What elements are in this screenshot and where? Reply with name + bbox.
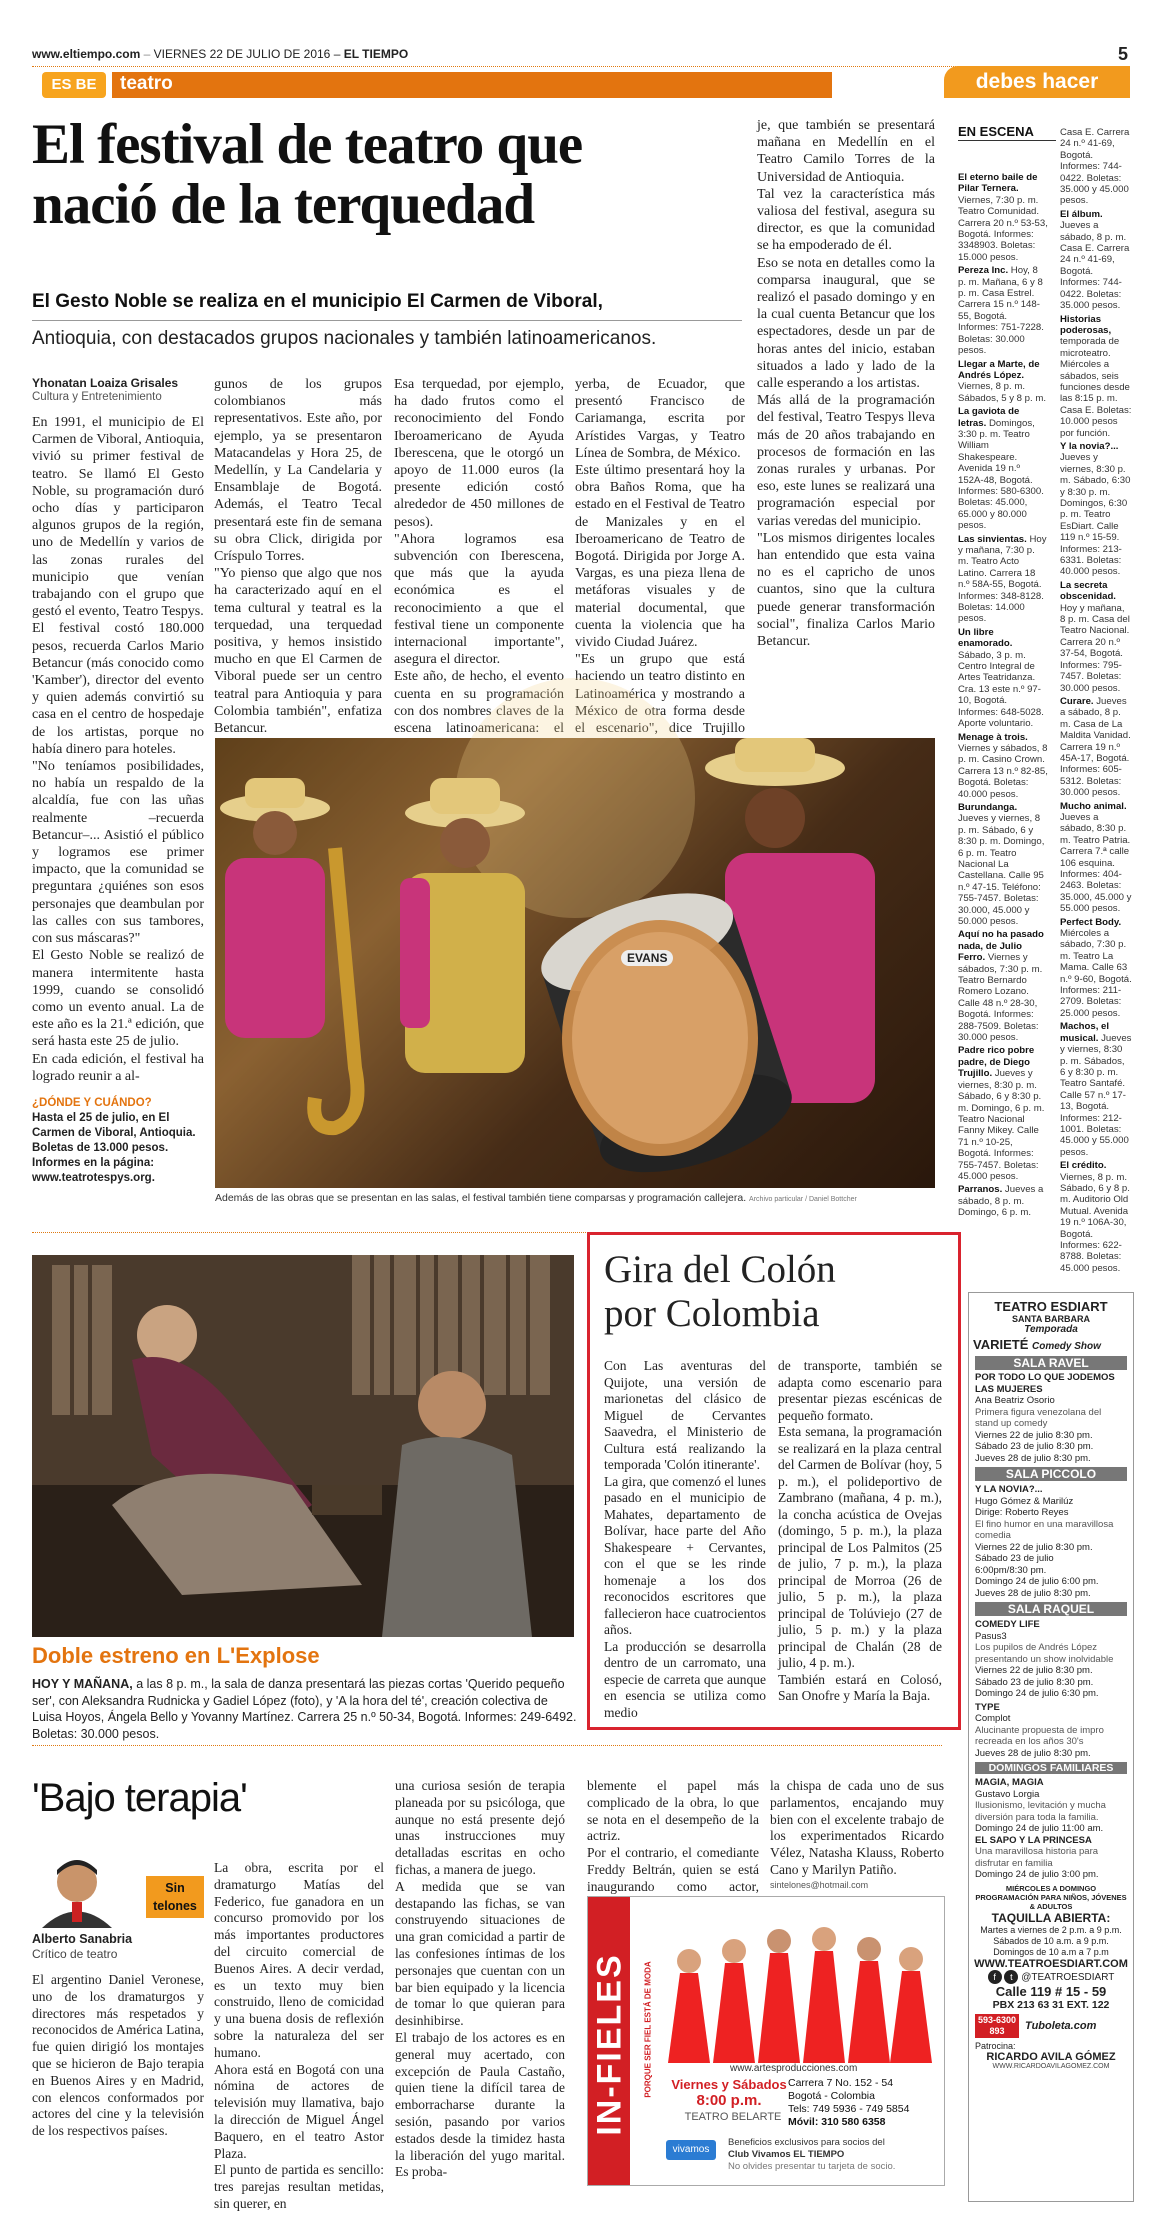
escena-listing-body: Jueves a sábado, 8 p. m. Casa de La Maldita Vanidad. Carrera 19 n.º 45A-17, Bogotá. Informes: 605-5312. Boletas: 30.000 pesos.: [1060, 695, 1131, 799]
escena-listing-body: Viernes, 8 p. m. Sábado, 6 y 8 p. m. Auditorio Old Mutual. Avenida 19 n.º 106A-30, Bogotá. Informes: 622-8788. Boletas: 45.000 pesos.: [1060, 1171, 1130, 1274]
escena-listing-body: Domingos, 3:30 p. m. Teatro William Shakespeare. Avenida 19 n.º 152A-48, Bogotá. Informes: 580-6300. Boletas: 45.000, 65.000 y 80.000 pesos.: [958, 417, 1044, 532]
escena-listing-title: Menage à trois.: [958, 731, 1028, 743]
infieles-tagline: PORQUE SER FIEL ESTÁ DE MODA: [643, 1961, 653, 2098]
escena-listing: [1060, 917, 1132, 1020]
critic-email[interactable]: sintelones@hotmail.com: [770, 1880, 869, 1890]
escena-listing: [1060, 127, 1132, 207]
escena-listing: [958, 265, 1048, 356]
escena-listing: [1060, 441, 1132, 578]
escena-listing-title: La secreta obscenidad.: [1060, 579, 1116, 603]
esdiart-sub: SANTA BARBARA: [1012, 1314, 1090, 1324]
escena-listing-title: El álbum.: [1060, 208, 1103, 220]
comedy-label: Comedy Show: [1032, 1341, 1101, 1352]
critic-role: Crítico de teatro: [32, 1947, 118, 1961]
headline: El festival de teatro que nació de la terquedad: [32, 113, 583, 236]
escena-listing-body: Sábado, 3 p. m. Centro Integral de Artes Teatridanza. Cra. 13 este n.º 97-10, Bogotá. Informes: 648-5028. Aporte voluntario.: [958, 649, 1044, 730]
club-note: Beneficios exclusivos para socios del Club Vivamos EL TIEMPO No olvides presentar tu tarjeta de socio.: [728, 2137, 896, 2172]
escena-listing: [958, 172, 1048, 263]
escena-listing-title: Historias poderosas,: [1060, 313, 1112, 336]
page-number: 5: [1118, 44, 1129, 64]
escena-listing-title: Pereza Inc.: [958, 265, 1009, 277]
escena-listing: [1060, 209, 1132, 312]
variete-label: VARIETÉ: [973, 1337, 1029, 1352]
article-col-4: yerba, de Ecuador, que presentó Francisco de Cariamanga, escrita por Arístides Vargas, y Teatro Línea de Sombra, de México. Este último presentará hoy la obra Baños Roma, que ha estado en el Festival de Teatro de Manizales y en el Iberoamericano de Teatro de Bogotá. Dirigida por Jorge A. Vargas, es una pieza llena de metáforas visuales y de material documental, que cuenta la violencia que ha vivido Ciudad Juárez. "Es un grupo que está haciendo un teatro distinto en Latinoamérica y mostrando a México de otra forma desde el escenario", dice Trujillo: [575, 377, 745, 737]
taquilla-title: TAQUILLA ABIERTA:: [991, 1910, 1111, 1925]
escena-listing: [958, 627, 1048, 730]
escena-listing-body: Jueves y viernes, 8:30 p. m. Sábado, 6:30 y 8:30 p. m. Domingos, 6:30 p. m. Teatro EsDiart. Calle 119 n.º 15-59. Informes: 213-6331. Boletas: 40.000 pesos.: [1060, 452, 1131, 578]
site-url[interactable]: www.eltiempo.com: [32, 47, 141, 61]
info-title: ¿DÓNDE Y CUÁNDO?: [32, 1097, 152, 1109]
escena-listing-title: Llegar a Marte, de Andrés López.: [958, 358, 1040, 381]
photo-caption: Además de las obras que se presentan en las salas, el festival también tiene comparsas y programación callejera. Archivo particular / Daniel Bottcher: [215, 1192, 857, 1204]
escena-listing-body: Jueves a sábado, 8 p. m. Casa E. Carrera 24 n.º 41-69, Bogotá. Informes: 744-0422. Boletas: 35.000 pesos.: [1060, 220, 1130, 312]
escena-listing-body: temporada de microteatro. Miércoles a sábados, seis funciones desde las 8:15 p. m. Casa E. Boletas: 10.000 pesos por función.: [1060, 336, 1132, 439]
escena-listing: [958, 534, 1048, 625]
escena-listing: [958, 732, 1048, 800]
explose-photo: [32, 1255, 574, 1637]
bajo-col-5: la chispa de cada uno de sus parlamentos, encajando muy bien con el excelente trabajo de los experimentados Ricardo Vélez, Natasha Klauss, Roberto Cano y Marilyn Patiño.: [770, 1778, 944, 1877]
byline-role: Cultura y Entretenimiento: [32, 391, 162, 403]
escena-listing-body: Jueves a sábado, 8 p. m. Domingo, 6 p. m.: [958, 1184, 1044, 1219]
colon-col-1: Con Las aventuras del Quijote, una versión de marionetas del clásico de Miguel de Cervantes Saavedra, el Ministerio de Cultura está realizando la temporada 'Colón itinerante'. La gira, que comenzó el lunes pasado en el municipio de Mahates, departamento de Bolívar, hace parte del Año Shakespeare + Cervantes, con el que se les rinde homenaje a los dos reconocidos escritores que fallecieron hace cuatrocientos años. La producción se desarrolla dentro de un carromato, una especie de carreta que aunque en esencia se utiliza como medio: [604, 1358, 766, 1720]
deck-line-2: Antioquia, con destacados grupos nacionales y también latinoamericanos.: [32, 328, 657, 349]
sala-ravel: SALA RAVEL: [975, 1356, 1127, 1370]
festival-photo-art: [215, 738, 935, 1188]
escena-listing: [1060, 696, 1132, 799]
esdiart-name: TEATRO ESDIART: [994, 1299, 1108, 1314]
escena-listing-title: Mucho animal.: [1060, 800, 1127, 812]
belarte-logo: TEATRO BELARTE: [684, 2111, 782, 2123]
escena-col-1: [958, 172, 1048, 1262]
escena-listing-title: La gaviota de letras.: [958, 406, 1020, 429]
sala-piccolo: SALA PICCOLO: [975, 1467, 1127, 1481]
escena-listing-body: Viernes, 8 p. m. Sábados, 5 y 8 p. m.: [958, 381, 1046, 404]
escena-listing-body: Casa E. Carrera 24 n.º 41-69, Bogotá. Informes: 744-0422. Boletas: 35.000 y 45.000 pesos.: [1060, 127, 1130, 207]
esdiart-social[interactable]: @TEATROESDIART: [1021, 1971, 1115, 1983]
facebook-icon[interactable]: f: [988, 1970, 1002, 1984]
cast-photo: [658, 1903, 938, 2063]
escena-listing: [1060, 801, 1132, 915]
critic-name: Alberto Sanabria: [32, 1932, 133, 1946]
escena-listing-body: Viernes y sábados, 7:30 p. m. Teatro Bernardo Romero Lozano. Calle 48 n.º 28-30, Bogotá. Informes: 288-7509. Boletas: 30.000 pesos.: [958, 952, 1043, 1044]
tuboleta-logo: Tuboleta.com: [1025, 2019, 1097, 2032]
escena-listing-title: Machos, el musical.: [1060, 1021, 1110, 1044]
escena-listing: [1060, 1160, 1132, 1274]
drum-logo: EVANS: [621, 950, 673, 966]
explose-title: Doble estreno en L'Explose: [32, 1643, 320, 1668]
escena-listing: [1060, 580, 1132, 694]
escena-listing-title: El eterno baile de Pilar Ternera.: [958, 172, 1038, 195]
escena-listing-body: Hoy, 8 p. m. Mañana, 6 y 8 p. m. Casa Estrel. Carrera 15 n.º 148-55, Bogotá. Informes: 751-7228. Boletas: 30.000 pesos.: [958, 265, 1044, 357]
section-title: teatro: [120, 73, 173, 94]
ricardo-web[interactable]: WWW.RICARDOAVILAGOMEZ.COM: [992, 2062, 1110, 2070]
colon-title: Gira del Colón por Colombia: [604, 1248, 836, 1335]
escena-listing: [1060, 1021, 1132, 1158]
escena-listing-title: Burundanga.: [958, 801, 1018, 813]
escena-col-2: [1060, 127, 1132, 1274]
info-box: [32, 1096, 204, 1186]
ricardo-logo: RICARDO AVILA GÓMEZ: [986, 2050, 1116, 2063]
escena-listing-title: El crédito.: [1060, 1160, 1107, 1172]
escena-listing: [958, 359, 1048, 405]
bajo-col-2: La obra, escrita por el dramaturgo Matías del Federico, fue ganadora en un concurso promovido por los más importantes productores del circuito comercial de Buenos Aires. A decir verdad, es un texto muy bien construido, lleno de comicidad y una buena dosis de reflexión sobre la naturaleza del ser humano. Ahora está en Bogotá con una nómina de actores de televisión muy llamativa, bajo la dirección de Miguel Ángel Baquero, en el teatro Astor Plaza. El punto de partida es sencillo: tres parejas resultan metidas, sin querer, en: [214, 1860, 384, 2211]
critic-avatar: [32, 1850, 152, 1928]
article-col-2: gunos de los grupos colombianos más representativos. Este año, por ejemplo, ya se presentaron Matacandelas y Hora 25, de Medellín, y La Candelaria y Ensamblaje de Bogotá. Además, el Teatro Tecal presentará este fin de semana su obra Click, dirigida por Críspulo Torres. "Yo pienso que algo que nos ha caracterizado aquí en el tema cultural y teatral es la terquedad, una terquedad positiva, y hemos insistido mucho en que El Carmen de Viboral puede ser un centro teatral para Antioquia y para Colombia también", enfatiza Betancur.: [214, 377, 382, 737]
explose-lead: HOY Y MAÑANA,: [32, 1677, 133, 1691]
infieles-web[interactable]: www.artesproducciones.com: [730, 2063, 858, 2074]
header-date: VIERNES 22 DE JULIO DE 2016: [153, 47, 331, 61]
escena-title: EN ESCENA: [958, 124, 1034, 139]
bajo-title: 'Bajo terapia': [32, 1776, 247, 1820]
sin-telones-badge: Sin telones: [146, 1876, 204, 1918]
bajo-col-4: blemente el papel más complicado de la obra, lo que se nota en el desempeño de la actriz. Por el contrario, el comediante Freddy Beltrán, quien se está inaugurando como actor,: [587, 1778, 759, 1894]
escena-listing-title: Perfect Body.: [1060, 916, 1122, 928]
escena-listing-body: Viernes y sábados, 8 p. m. Casino Crown. Carrera 13 n.º 82-85, Bogotá. Boletas: 40.000 pesos.: [958, 742, 1048, 800]
escena-listing-title: Las sinvientas.: [958, 533, 1027, 545]
header-bar: www.eltiempo.com – VIERNES 22 DE JULIO DE 2016 – EL TIEMPO: [32, 47, 409, 61]
explose-photo-art: [32, 1255, 574, 1637]
escena-listing-body: Hoy y mañana, 8 p. m. Casa del Teatro Nacional. Carrera 20 n.º 37-54, Bogotá. Informes: 795-7457. Boletas: 30.000 pesos.: [1060, 602, 1130, 694]
domingos-familiares: DOMINGOS FAMILIARES: [975, 1762, 1127, 1774]
escena-listing: [958, 802, 1048, 927]
escena-listing: [958, 406, 1048, 531]
infieles-ad: [587, 1896, 945, 2186]
esdiart-pbx: PBX 213 63 31 EXT. 122: [992, 1998, 1110, 2011]
escena-listing-title: Parranos.: [958, 1184, 1003, 1196]
header-paper: EL TIEMPO: [343, 47, 409, 61]
escena-listing-body: Jueves y viernes, 8 p. m. Sábado, 6 y 8:30 p. m. Domingo, 6 p. m. Teatro Nacional La Castellana. Calle 95 n.º 47-15. Teléfono: 755-7457. Boletas: 30.000, 45.000 y 50.000 pesos.: [958, 813, 1045, 927]
escena-listing-title: Un libre enamorado.: [958, 626, 1013, 650]
festival-photo: [215, 738, 935, 1188]
escena-listing-title: Aquí no ha pasado nada, de Julio Ferro.: [958, 929, 1044, 964]
escena-listing-title: Padre rico pobre padre, de Diego Trujillo.: [958, 1045, 1035, 1080]
bajo-col-3: una curiosa sesión de terapia planeada por su psicóloga, que aunque no está presente dejó unas instrucciones muy detalladas escritas en ocho fichas, a manera de juego. A medida que se van destapando las fichas, se van construyendo situaciones de una gran comicidad a partir de las confesiones íntimas de los personajes que cuentan con un bar bien equipado y la licencia de tomar lo que quieran para desinhibirse. El trabajo de los actores es en general muy acertado, con excepción de Paula Castaño, quien tiene la difícil tarea de emborracharse durante la sesión, pasando por varios estados desde la timidez hasta la liberación del yugo marital. Es proba-: [395, 1778, 565, 2180]
section-bar: [42, 72, 1130, 98]
escena-listing-body: Jueves y viernes, 8:30 p. m. Sábado, 6 y 8:30 p. m. Domingo, 6 p. m. Teatro Nacional Fanny Mikey. Calle 71 n.º 10-25, Bogotá. Informes: 755-7457. Boletas: 45.000 pesos.: [958, 1068, 1045, 1182]
byline: Yhonatan Loaiza Grisales: [32, 376, 179, 390]
escena-listing-body: Jueves a sábado, 8:30 p. m. Teatro Patria. Carrera 7.ª calle 106 esquina. Informes: 404-2463. Boletas: 35.000, 45.000 y 55.000 pesos.: [1060, 811, 1132, 915]
esdiart-ad: TEATRO ESDIART SANTA BARBARA Temporada VARIETÉ Comedy Show SALA RAVEL POR TODO LO QUE JODEMOS LAS MUJERES Ana Beatriz Osorio Primera figura venezolana del stand up comedy Viernes 22 de julio 8:30 pm. Sábado 23 de julio 8:30 pm. Jueves 28 de julio 8:30 pm. SALA PICCOLO Y LA NOVIA?... Hugo Gómez & Marilúz Dirige: Roberto Reyes El fino humor en una maravillosa comedia Viernes 22 de julio 8:30 pm. Sábado 23 de julio 6:00pm/8:30 pm. Domingo 24 de julio 6:00 pm. Jueves 28 de julio 8:30 pm. SALA RAQUEL COMEDY LIFE Pasus3 Los pupilos de Andrés López presentando un show inolvidable Viernes 22 de julio 8:30 pm. Sábado 23 de julio 8:30 pm. Domingo 24 de julio 6:30 pm. TYPE Complot Alucinante propuesta de impro recreada en los años 30's Jueves 28 de julio 8:30 pm. DOMINGOS FAMILIARES MAGIA, MAGIA Gustavo Lorgia Ilusionismo, levitación y mucha diversión para toda la familia. Domingo 24 de julio 11:00 am. EL SAPO Y LA PRINCESA Una maravillosa historia para disfrutar en familia Domingo 24 de julio 3:00 pm. MIÉRCOLES A DOMINGO PROGRAMACIÓN PARA NIÑOS, JÓVENES & ADULTOS TAQUILLA ABIERTA: Martes a viernes de 2 p.m. a 9 p.m. Sábados de 10 a.m. a 9 p.m. Domingos de 10 a.m a 7 p.m WWW.TEATROESDIART.COM f t @TEATROESDIART Calle 119 # 15 - 59 PBX 213 63 31 EXT. 122 593-6300 893 Tuboleta.com Patrocina: RICARDO AVILA GÓMEZ WWW.RICARDOAVILAGOMEZ.COM: [968, 1292, 1134, 2202]
bajo-col-1: El argentino Daniel Veronese, uno de los dramaturgos y directores más respetados y reconocidos de América Latina, fue quien dirigió los montajes que se hicieron de Bajo terapia en Buenos Aires y en Madrid, con elencos conformados por actores del cine y la televisión de los respectivos países.: [32, 1972, 204, 2139]
vivamos-logo: vivamos: [666, 2140, 716, 2160]
esdiart-address: Calle 119 # 15 - 59: [995, 1983, 1107, 1999]
escena-listing-title: Y la novia?...: [1060, 440, 1119, 452]
infieles-days: Viernes y Sábados: [671, 2077, 787, 2092]
article-col-3: Esa terquedad, por ejemplo, ha dado frutos como el reconocimiento del Fondo Iberoamericano de Ayuda Iberescena, que le otorgó un apoyo de 11.000 euros (la presente edición costó alrededor de 450 millones de pesos). "Ahora logramos esa subvención con Iberescena, que más que la ayuda económica es el reconocimiento a que el festival tiene un componente internacional importante", asegura el director. Este año, de hecho, el evento cuenta en su programación con dos nombres claves de la escena latinoamericana: el: [394, 377, 564, 737]
escena-listing: [958, 1045, 1048, 1182]
escena-listing: [1060, 314, 1132, 439]
debes-hacer-tab[interactable]: debes hacer: [944, 66, 1130, 98]
sala-raquel: SALA RAQUEL: [975, 1602, 1127, 1616]
infieles-logo: IN-FIELES: [590, 1953, 629, 2136]
tuboleta-phone: 593-6300 893: [975, 2014, 1019, 2038]
esdiart-web[interactable]: WWW.TEATROESDIART.COM: [974, 1957, 1128, 1970]
deck-line-1: El Gesto Noble se realiza en el municipio El Carmen de Viboral,: [32, 291, 603, 312]
escena-listing-title: Curare.: [1060, 695, 1094, 707]
infieles-info: Carrera 7 No. 152 - 54 Bogotá - Colombia Tels: 749 5936 - 749 5854 Móvil: 310 580 6358: [788, 2077, 910, 2128]
infieles-time: 8:00 p.m.: [696, 2092, 762, 2109]
escena-listing-body: Miércoles a sábado, 7:30 p. m. Teatro La Mama. Calle 63 n.º 9-60, Bogotá. Informes: 211-2709. Boletas: 25.000 pesos.: [1060, 928, 1132, 1019]
esbe-logo: ES BE: [42, 72, 106, 98]
twitter-icon[interactable]: t: [1004, 1970, 1018, 1984]
esdiart-temporada: Temporada: [1024, 1324, 1078, 1335]
escena-listing-body: Hoy y mañana, 7:30 p. m. Teatro Acto Latino. Carrera 18 n.º 58A-55, Bogotá. Informes: 348-8128. Boletas: 14.000 pesos.: [958, 533, 1047, 625]
escena-listing: [958, 929, 1048, 1043]
critic-photo: [32, 1850, 152, 1928]
photo-credit: Archivo particular / Daniel Bottcher: [749, 1196, 857, 1203]
colon-col-2: de transporte, también se adapta como escenario para presentar piezas escénicas de pequeño formato. Esta semana, la programación se realizará en la plaza central del Carmen de Bolívar (hoy, 5 p. m.), el polideportivo de Zambrano (mañana, 4 p. m.), la concha acústica de Ovejas (domingo, 5 p. m.), la plaza principal de Los Palmitos (25 de julio, 7 p. m.), la plaza principal de Morroa (26 de julio, 5 p. m.), la plaza principal de Tolúviejo (27 de julio, 5 p. m.) y la plaza principal de Chalán (28 de julio, 4 p. m.). También estará en Colosó, San Onofre y María la Baja.: [778, 1358, 942, 1703]
article-col-5: je, que también se presentará mañana en Medellín en el Teatro Camilo Torres de la Universidad de Antioquia. Tal vez la característica más valiosa del festival, asegura su director, es que la comunidad se ha empoderado de él. Eso se nota en detalles como la comparsa inaugural, que se realizó el pasado domingo y en la cual cuenta Betancur que los espectadores, desde un par de horas antes del inicio, estaban situados a lado y lado de la calle esperando a los artistas. Más allá de la programación del festival, Teatro Tespys lleva más de 20 años trabajando en procesos de formación en las zonas rurales y urbanas. Por eso, este lunes se realizará una programación especial por varias veredas del municipio. "Los mismos dirigentes locales han entendido que esta vaina no es el capricho de unos cuantos, sino que la cultura puede generar transformación social", finaliza Carlos Mario Betancur.: [757, 118, 935, 650]
escena-listing: [958, 1184, 1048, 1218]
escena-listing-body: Viernes, 7:30 p. m. Teatro Comunidad. Carrera 20 n.º 53-53, Bogotá. Informes: 3348903. Boletas: 15.000 pesos.: [958, 194, 1048, 263]
article-col-1: En 1991, el municipio de El Carmen de Viboral, Antioquia, vivió su primer festival de teatro. Se llamó El Gesto Noble, su programación duró ocho días y participaron algunos grupos de la región, uno de Medellín y varios de las zonas rurales del municipio que venían trabajando con el grupo que gestó el evento, Teatro Tespys. El festival costó 180.000 pesos, recuerda Carlos Mario Betancur (más conocido como 'Kamber'), director del evento y quien además convirtió su casa en el centro de hospedaje de los artistas, porque no había dinero para hoteles. "No teníamos posibilidades, no había un respaldo de la alcaldía, fue con las uñas realmente –recuerda Betancur–... Asistió el público y logramos ese primer impacto, que la comunidad se preguntara ¿quiénes son esos personajes que deambulan por las calles con sus tambores, con sus máscaras?" El Gesto Noble se realizó de manera intermitente hasta 1999, cuando se consolidó como un evento anual. La de este año es la 21.ª edición, que será hasta este 25 de julio. En cada edición, el festival ha logrado reunir a al-: [32, 415, 204, 1084]
info-body: Hasta el 25 de julio, en El Carmen de Viboral, Antioquia. Boletas de 13.000 pesos. Informes en la página: www.teatrotespys.org.: [32, 1112, 196, 1184]
explose-body: HOY Y MAÑANA, a las 8 p. m., la sala de danza presentará las piezas cortas 'Querido pequeño ser', con Aleksandra Rudnicka y Gadiel López (foto), y 'A la hora del té', creación colectiva de Luisa Hoyos, Ángela Bello y Yovanny Martínez. Carrera 25 n.º 50-34, Bogotá. Informes: 249-6492. Boletas: 30.000 pesos.: [32, 1677, 577, 1741]
escena-listing-body: Jueves y viernes, 8:30 p. m. Sábados, 6 y 8:30 p. m. Teatro Santafé. Calle 57 n.º 17-13, Bogotá. Informes: 212-1001. Boletas: 45.000 y 55.000 pesos.: [1060, 1032, 1132, 1158]
